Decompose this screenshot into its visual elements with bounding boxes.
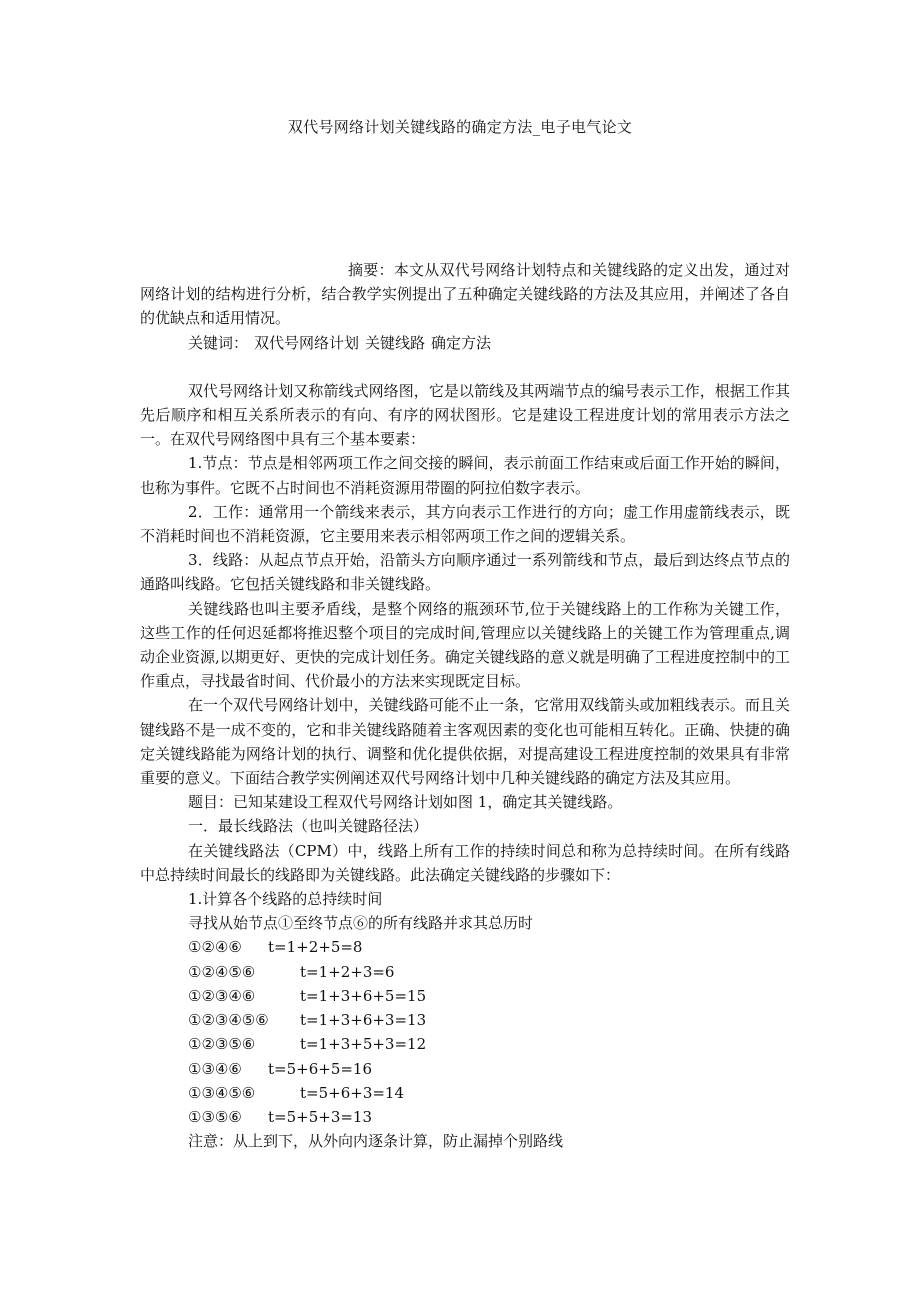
body-paragraph: 1.节点：节点是相邻两项工作之间交接的瞬间，表示前面工作结束或后面工作开始的瞬间，也称为事件。它既不占时间也不消耗资源用带圈的阿拉伯数字表示。 [140,454,790,497]
path-list [140,935,790,1129]
path-sequence: ①③④⑥ [188,1059,242,1078]
body-paragraph: 在关键线路法（CPM）中，线路上所有工作的持续时间总和称为总持续时间。在所有线路中总持续时间最长的线路即为关键线路。此法确定关键线路的步骤如下： [140,841,790,884]
keywords-line [140,331,790,355]
abstract-paragraph: 摘要：本文从双代号网络计划特点和关键线路的定义出发，通过对网络计划的结构进行分析，结合教学实例提出了五种确定关键线路的方法及其应用，并阐述了各自的优缺点和适用情况。 [140,261,790,328]
keyword-item: 双代号网络计划 [254,333,360,352]
path-row [140,935,790,959]
path-sequence: ①②④⑥ [188,938,242,957]
path-calc: t=5+5+3=13 [268,1107,373,1126]
path-calc: t=1+3+6+3=13 [300,1011,427,1030]
note-line: 注意：从上到下，从外向内逐条计算，防止漏掉个别路线 [188,1132,564,1151]
document-body [140,258,790,1153]
path-sequence: ①②③⑤⑥ [188,1035,256,1054]
path-calc: t=1+2+5=8 [268,938,363,957]
document-title: 双代号网络计划关键线路的确定方法_电子电气论文 [287,118,633,136]
body-paragraph: 双代号网络计划又称箭线式网络图，它是以箭线及其两端节点的编号表示工作，根据工作其先后顺序和相互关系所表示的有向、有序的网状图形。它是建设工程进度计划的常用表示方法之一。在双代号网络图中具有三个基本要素： [140,381,790,449]
problem-statement: 题目：已知某建设工程双代号网络计划如图 1，确定其关键线路。 [188,793,623,812]
keywords-label: 关键词： [188,333,249,352]
path-calc: t=1+2+3=6 [300,962,395,981]
path-row [140,1008,790,1032]
keyword-item: 确定方法 [431,333,492,352]
path-sequence: ①③⑤⑥ [188,1107,242,1126]
path-calc: t=5+6+5=16 [268,1059,373,1078]
section-heading: 一．最长线路法（也叫关键路径法） [188,817,429,836]
path-sequence: ①②④⑤⑥ [188,962,256,981]
path-sequence: ①③④⑤⑥ [188,1083,256,1102]
body-paragraph: 2．工作：通常用一个箭线来表示，其方向表示工作进行的方向；虚工作用虚箭线表示，既不消耗时间也不消耗资源，它主要用来表示相邻两项工作之间的逻辑关系。 [140,502,790,546]
path-row [140,1105,790,1129]
body-paragraph: 在一个双代号网络计划中，关键线路可能不止一条，它常用双线箭头或加粗线表示。而且关键线路不是一成不变的，它和非关键线路随着主客观因素的变化也可能相互转化。正确、快捷的确定关键线路能为网络计划的执行、调整和优化提供依据，对提高建设工程进度控制的效果具有非常重要的意义。下面结合教学实例阐述双代号网络计划中几种关键线路的确定方法及其应用。 [140,696,790,788]
body-paragraph: 寻找从始节点①至终节点⑥的所有线路并求其总历时 [188,914,534,933]
path-calc: t=1+3+6+5=15 [300,986,427,1005]
body-paragraph: 3．线路：从起点节点开始，沿箭头方向顺序通过一系列箭线和节点，最后到达终点节点的通路叫线路。它包括关键线路和非关键线路。 [140,551,790,594]
path-sequence: ①②③④⑥ [188,986,256,1005]
path-row [140,1081,790,1105]
body-paragraph: 关键线路也叫主要矛盾线，是整个网络的瓶颈环节,位于关键线路上的工作称为关键工作，这些工作的任何迟延都将推迟整个项目的完成时间,管理应以关键线路上的关键工作为管理重点,调动企业资源,以期更好、更快的完成计划任务。确定关键线路的意义就是明确了工程进度控制中的工作重点，寻找最省时间、代价最小的方法来实现既定目标。 [140,599,790,691]
path-calc: t=5+6+3=14 [300,1083,405,1102]
path-sequence: ①②③④⑤⑥ [188,1011,269,1030]
path-calc: t=1+3+5+3=12 [300,1035,427,1054]
path-row [140,960,790,984]
path-row [140,1032,790,1056]
spacer [140,355,790,379]
step-heading: 1.计算各个线路的总持续时间 [188,890,383,909]
path-row [140,984,790,1008]
path-row [140,1057,790,1081]
keyword-item: 关键线路 [365,333,426,352]
